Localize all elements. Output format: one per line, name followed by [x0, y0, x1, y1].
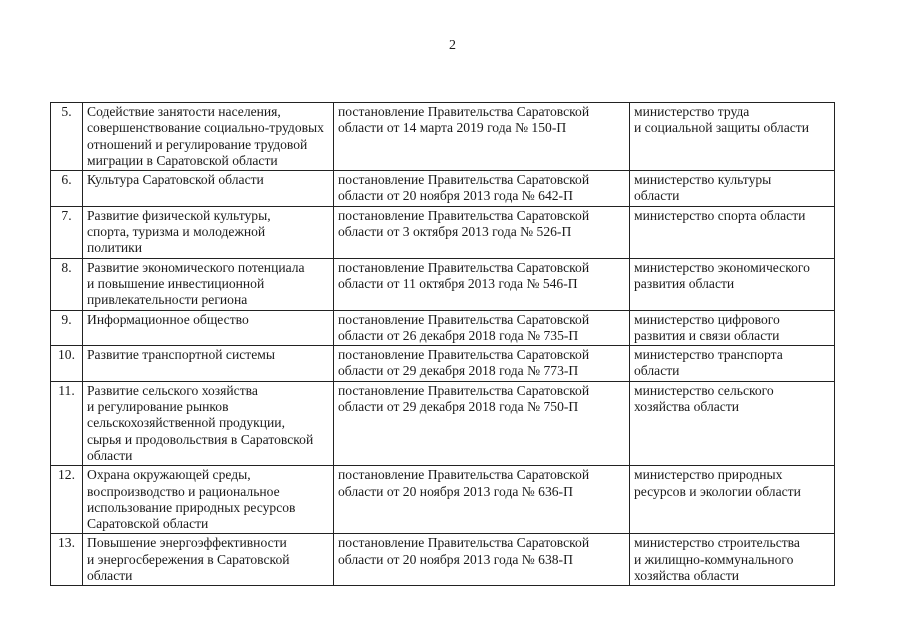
program-name-line: Развитие сельского хозяйства [87, 382, 258, 398]
row-number: 9. [51, 310, 83, 346]
table-row [51, 206, 835, 258]
decree-line: области от 29 декабря 2018 года № 750-П [338, 399, 579, 415]
responsible-line: министерство транспорта [634, 347, 783, 363]
table-row [51, 103, 835, 171]
program-name-line: Развитие физической культуры, [87, 207, 271, 223]
row-number: 7. [51, 206, 83, 258]
decree-line: области от 29 декабря 2018 года № 773-П [338, 363, 579, 379]
decree-cell [334, 171, 630, 207]
program-name-line: спорта, туризма и молодежной [87, 224, 266, 240]
program-name-line: сырья и продовольствия в Саратовской [87, 431, 314, 447]
decree-cell [334, 381, 630, 465]
program-name-line: привлекательности региона [87, 292, 248, 308]
responsible-cell [630, 346, 835, 382]
table-row [51, 346, 835, 382]
responsible-line: развития и связи области [634, 327, 780, 343]
program-name-line: отношений и регулирование трудовой [87, 136, 308, 152]
decree-line: постановление Правительства Саратовской [338, 347, 590, 363]
decree-line: постановление Правительства Саратовской [338, 311, 590, 327]
decree-line: постановление Правительства Саратовской [338, 535, 590, 551]
decree-cell [334, 346, 630, 382]
responsible-line: развития области [634, 275, 735, 291]
program-name-cell [83, 258, 334, 310]
program-name-line: совершенствование социально-трудовых [87, 120, 324, 136]
program-name-line: и регулирование рынков [87, 399, 229, 415]
decree-line: области от 11 октября 2013 года № 546-П [338, 275, 578, 291]
responsible-line: министерство культуры [634, 172, 772, 188]
responsible-cell [630, 381, 835, 465]
responsible-cell [630, 258, 835, 310]
responsible-cell [630, 466, 835, 534]
responsible-line: и жилищно-коммунального [634, 551, 794, 567]
decree-line: области от 20 ноября 2013 года № 636-П [338, 483, 573, 499]
program-name-line: использование природных ресурсов [87, 499, 296, 515]
table-row [51, 381, 835, 465]
program-name-line: Культура Саратовской области [87, 172, 264, 188]
program-name-line: миграции в Саратовской области [87, 152, 278, 168]
row-number: 12. [51, 466, 83, 534]
program-name-line: Повышение энергоэффективности [87, 535, 287, 551]
program-name-cell [83, 310, 334, 346]
decree-line: постановление Правительства Саратовской [338, 467, 590, 483]
decree-line: области от 20 ноября 2013 года № 642-П [338, 188, 573, 204]
responsible-line: области [634, 188, 680, 204]
table-row [51, 258, 835, 310]
responsible-cell [630, 310, 835, 346]
decree-line: постановление Правительства Саратовской [338, 382, 590, 398]
responsible-cell [630, 534, 835, 586]
decree-line: области от 20 ноября 2013 года № 638-П [338, 551, 573, 567]
decree-line: постановление Правительства Саратовской [338, 172, 590, 188]
program-name-cell [83, 466, 334, 534]
responsible-line: министерство сельского [634, 382, 774, 398]
decree-line: постановление Правительства Саратовской [338, 104, 590, 119]
program-name-line: политики [87, 240, 143, 256]
responsible-line: ресурсов и экологии области [634, 483, 801, 499]
program-name-cell [83, 206, 334, 258]
program-name-line: Саратовской области [87, 516, 209, 532]
program-name-line: Информационное общество [87, 311, 249, 327]
responsible-line: министерство спорта области [634, 207, 806, 223]
decree-cell [334, 258, 630, 310]
decree-cell [334, 103, 630, 171]
page-number: 2 [449, 38, 456, 53]
program-name-line: сельскохозяйственной продукции, [87, 415, 285, 431]
program-name-line: области [87, 447, 133, 463]
program-name-line: Развитие транспортной системы [87, 347, 275, 363]
row-number: 11. [51, 381, 83, 465]
program-name-cell [83, 346, 334, 382]
decree-line: области от 26 декабря 2018 года № 735-П [338, 327, 579, 343]
responsible-cell [630, 206, 835, 258]
responsible-line: министерство экономического [634, 259, 810, 275]
responsible-line: области [634, 363, 680, 379]
programs-table-body [51, 103, 835, 586]
table-row [51, 534, 835, 586]
table-row [51, 466, 835, 534]
responsible-line: министерство труда [634, 104, 750, 119]
program-name-line: Содействие занятости населения, [87, 104, 281, 119]
decree-cell [334, 206, 630, 258]
responsible-line: министерство строительства [634, 535, 800, 551]
program-name-cell [83, 381, 334, 465]
decree-cell [334, 310, 630, 346]
responsible-cell [630, 171, 835, 207]
decree-cell [334, 534, 630, 586]
responsible-line: и социальной защиты области [634, 120, 809, 136]
table-row [51, 171, 835, 207]
responsible-line: министерство цифрового [634, 311, 780, 327]
program-name-cell [83, 171, 334, 207]
row-number: 13. [51, 534, 83, 586]
program-name-line: и повышение инвестиционной [87, 275, 265, 291]
row-number: 8. [51, 258, 83, 310]
table-row [51, 310, 835, 346]
responsible-line: хозяйства области [634, 568, 740, 584]
program-name-cell [83, 103, 334, 171]
program-name-line: и энергосбережения в Саратовской [87, 551, 290, 567]
row-number: 6. [51, 171, 83, 207]
decree-line: постановление Правительства Саратовской [338, 259, 590, 275]
row-number: 10. [51, 346, 83, 382]
responsible-cell [630, 103, 835, 171]
program-name-line: области [87, 568, 133, 584]
decree-line: области от 14 марта 2019 года № 150-П [338, 120, 567, 136]
programs-table [50, 102, 835, 586]
decree-cell [334, 466, 630, 534]
responsible-line: министерство природных [634, 467, 783, 483]
decree-line: области от 3 октября 2013 года № 526-П [338, 224, 572, 240]
program-name-line: воспроизводство и рациональное [87, 483, 280, 499]
program-name-cell [83, 534, 334, 586]
decree-line: постановление Правительства Саратовской [338, 207, 590, 223]
row-number: 5. [51, 103, 83, 171]
program-name-line: Развитие экономического потенциала [87, 259, 305, 275]
program-name-line: Охрана окружающей среды, [87, 467, 251, 483]
responsible-line: хозяйства области [634, 399, 740, 415]
